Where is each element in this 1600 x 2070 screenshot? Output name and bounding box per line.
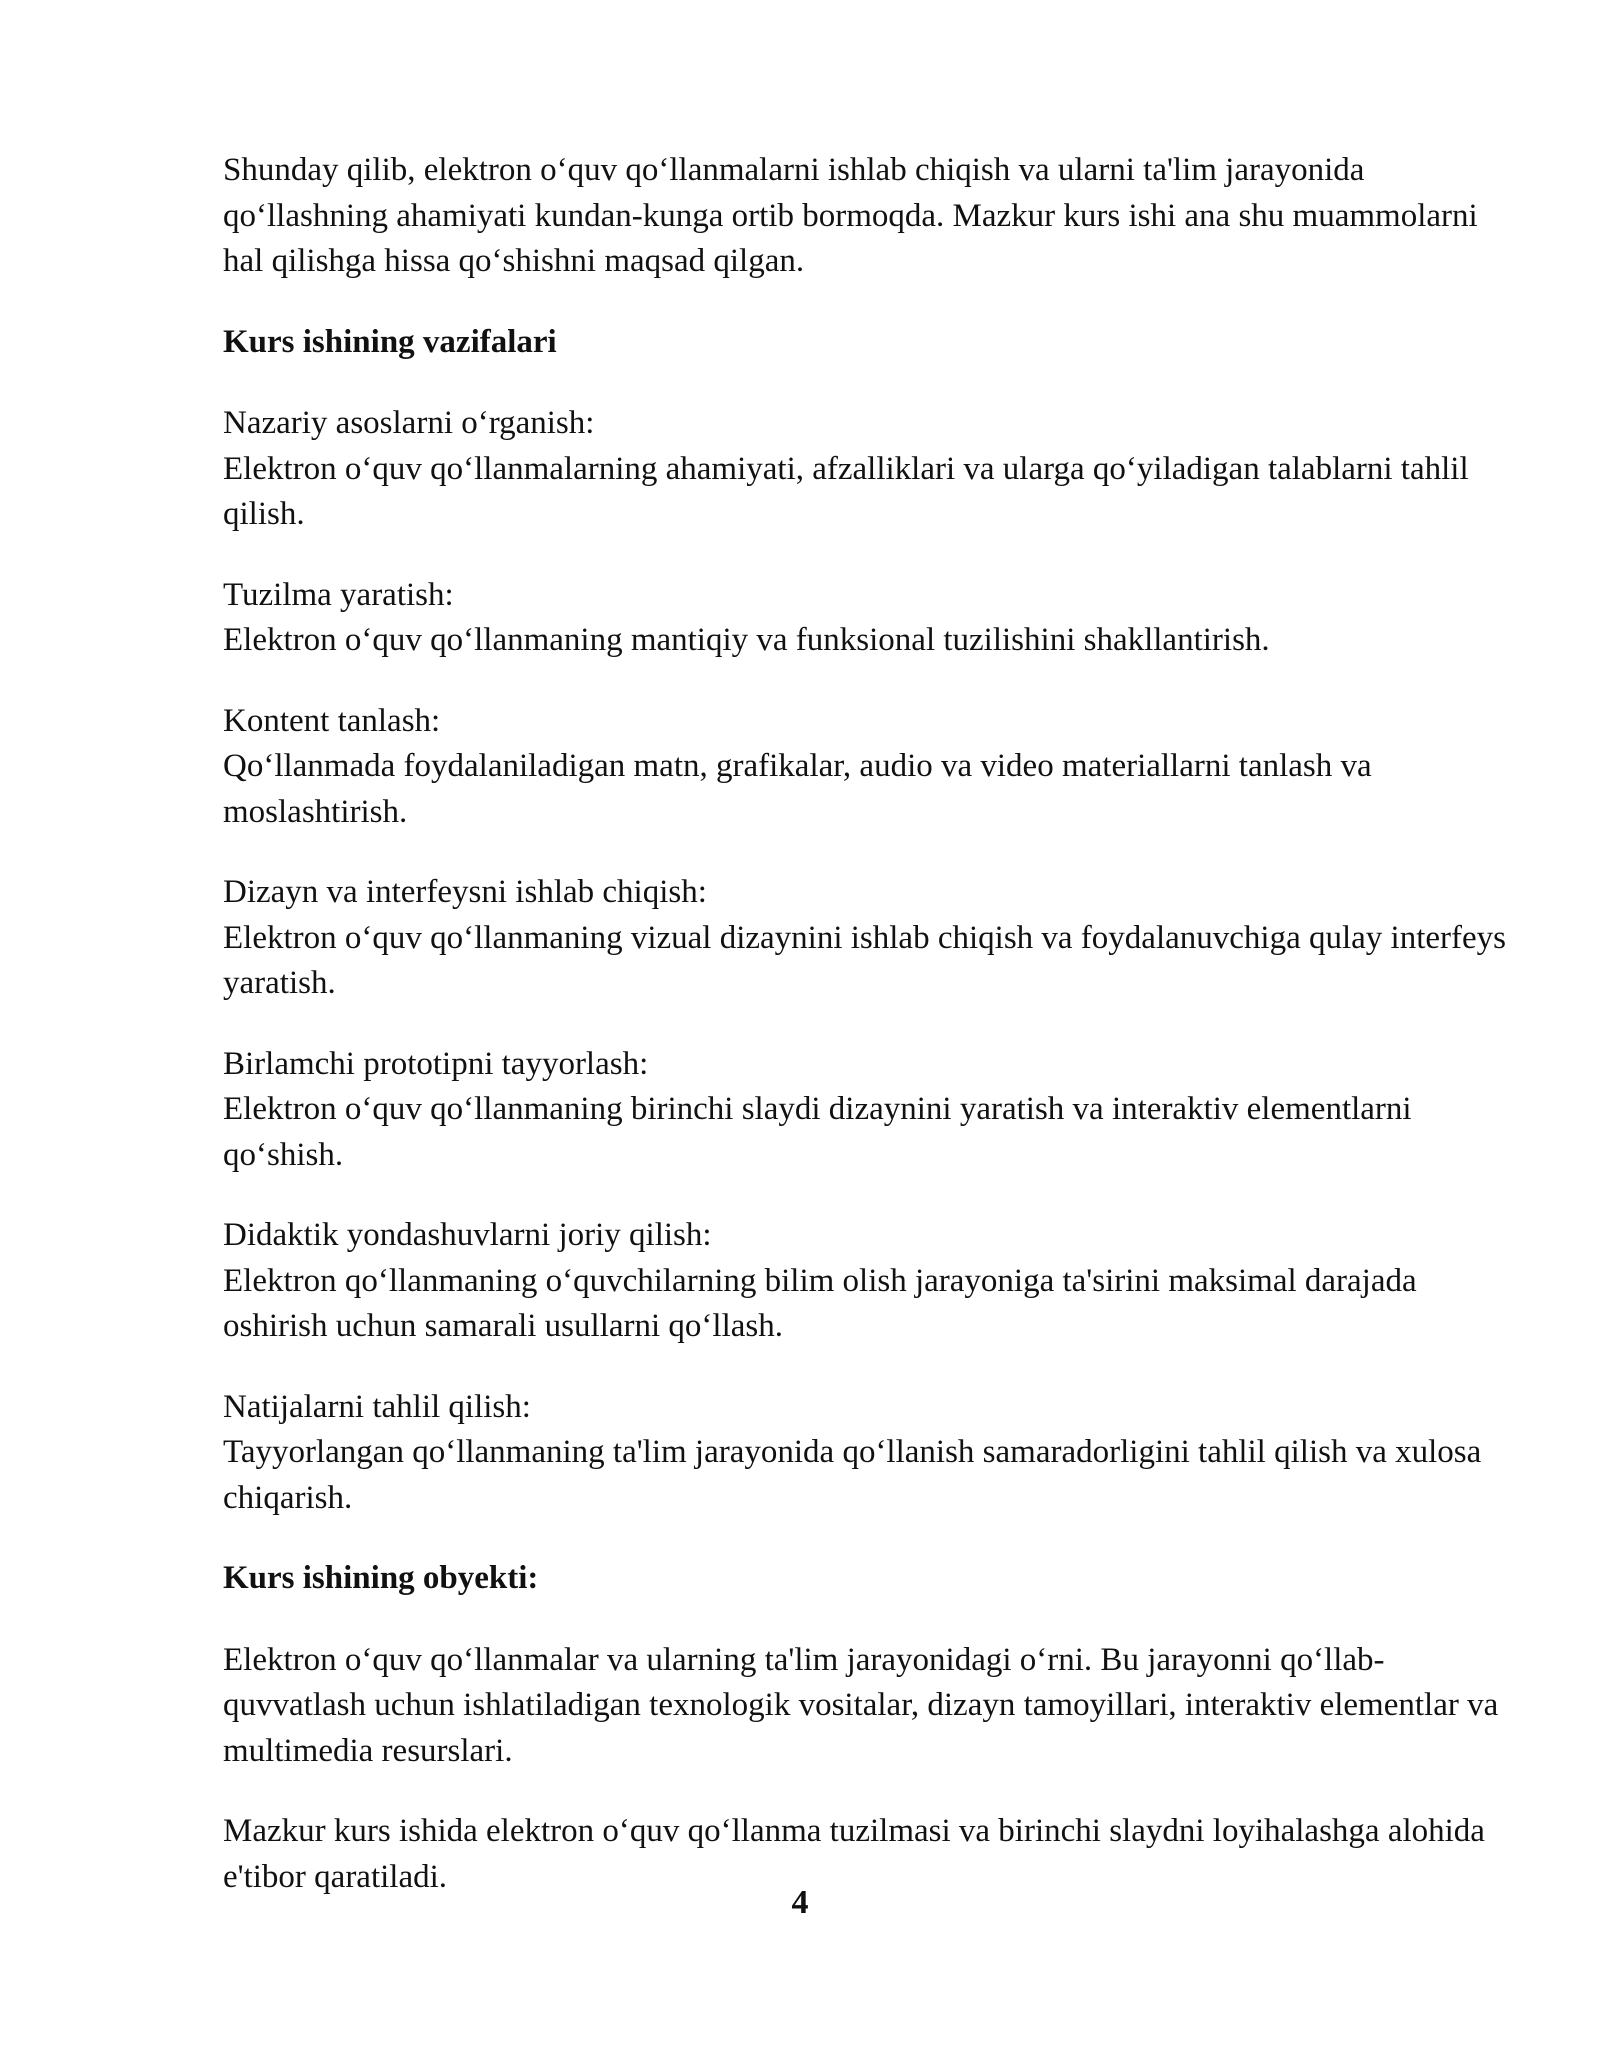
- task-description: Tayyorlangan qo‘llanmaning ta'lim jarayonida qo‘llanish samaradorligini tahlil qilish va xulosa chiqarish.: [223, 1434, 1482, 1516]
- task-title: Kontent tanlash:: [223, 702, 441, 739]
- task-item: [223, 1213, 1513, 1350]
- task-description: Qo‘llanmada foydalaniladigan matn, grafikalar, audio va video materiallarni tanlash va moslashtirish.: [223, 748, 1372, 830]
- task-title: Didaktik yondashuvlarni joriy qilish:: [223, 1217, 712, 1253]
- task-description: Elektron qo‘llanmaning o‘quvchilarning bilim olish jarayoniga ta'sirini maksimal darajada oshirish uchun samarali usullarni qo‘llash.: [223, 1262, 1417, 1344]
- object-heading: Kurs ishining obyekti:: [223, 1560, 539, 1596]
- task-title: Tuzilma yaratish:: [223, 576, 454, 613]
- object-paragraph: Elektron o‘quv qo‘llanmalar va ularning ta'lim jarayonidagi o‘rni. Bu jarayonni qo‘llab-quvvatlash uchun ishlatiladigan texnologik vositalar, dizayn tamoyillari, interaktiv elementlar va multimedia resurslari.: [223, 1641, 1499, 1769]
- task-item: [223, 699, 1513, 836]
- task-item: [223, 1042, 1513, 1179]
- task-item: [223, 870, 1513, 1007]
- task-item: [223, 1385, 1513, 1522]
- task-description: Elektron o‘quv qo‘llanmalarning ahamiyati, afzalliklari va ularga qo‘yiladigan talablarni tahlil qilish.: [223, 450, 1469, 532]
- task-description: Elektron o‘quv qo‘llanmaning vizual dizaynini ishlab chiqish va foydalanuvchiga qulay interfeys yaratish.: [223, 919, 1506, 1001]
- intro-paragraph: Shunday qilib, elektron o‘quv qo‘llanmalarni ishlab chiqish va ularni ta'lim jarayonida qo‘llashning ahamiyati kundan-kunga ortib bormoqda. Mazkur kurs ishi ana shu muammolarni hal qilishga hissa qo‘shishni maqsad qilgan.: [223, 152, 1478, 279]
- task-description: Elektron o‘quv qo‘llanmaning birinchi slaydi dizaynini yaratish va interaktiv elementlarni qo‘shish.: [223, 1091, 1412, 1173]
- document-page: [223, 148, 1513, 1935]
- task-title: Birlamchi prototipni tayyorlash:: [223, 1045, 649, 1082]
- page-number: 4: [791, 1884, 809, 1921]
- task-title: Dizayn va interfeysni ishlab chiqish:: [223, 874, 707, 910]
- task-description: Elektron o‘quv qo‘llanmaning mantiqiy va funksional tuzilishini shakllantirish.: [223, 622, 1270, 658]
- task-title: Nazariy asoslarni o‘rganish:: [223, 405, 595, 441]
- task-title: Natijalarni tahlil qilish:: [223, 1388, 531, 1425]
- task-item: [223, 573, 1513, 664]
- task-item: [223, 401, 1513, 538]
- tasks-heading: Kurs ishining vazifalari: [223, 323, 557, 360]
- closing-paragraph: Mazkur kurs ishida elektron o‘quv qo‘llanma tuzilmasi va birinchi slaydni loyihalashga alohida e'tibor qaratiladi.: [223, 1813, 1485, 1895]
